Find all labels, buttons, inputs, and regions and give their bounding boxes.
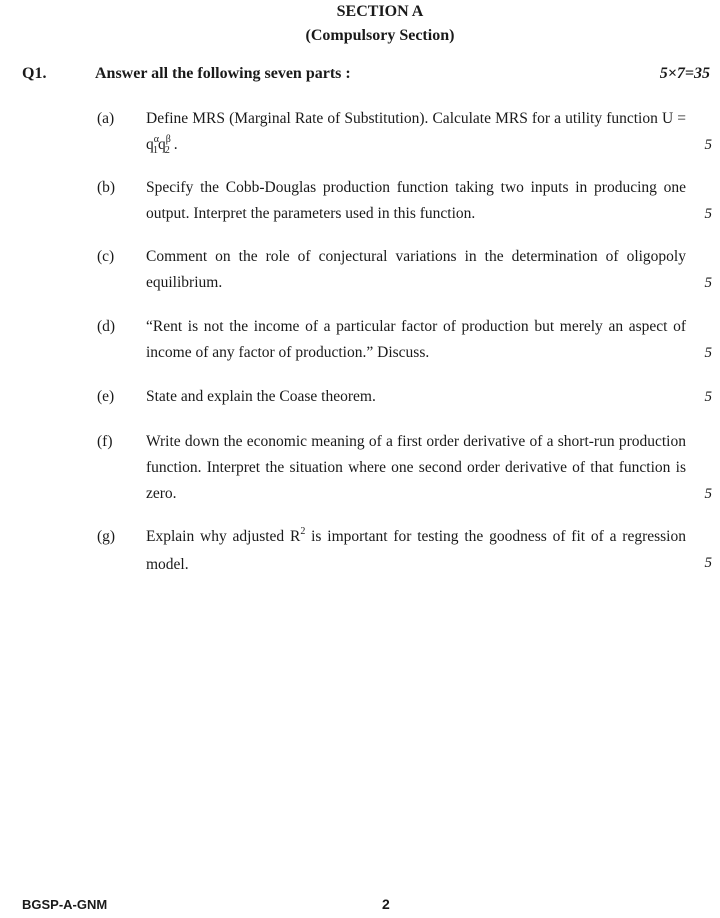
part-text: Comment on the role of conjectural variations in the determination of oligopoly equilibrium.: [146, 248, 686, 291]
part-text-before: Define MRS (Marginal Rate of Substitution). Calculate MRS for a utility function U =: [146, 110, 686, 127]
part-label: (a): [97, 110, 115, 127]
part-label: (g): [97, 528, 116, 545]
page-number: 2: [382, 896, 390, 912]
part-marks: 5: [704, 137, 712, 153]
part-text: “Rent is not the income of a particular factor of production but merely an aspect of income of any factor of production.” Discuss.: [146, 318, 686, 361]
part-text-after: is important for testing the goodness of fit of a regression model.: [146, 528, 686, 573]
part-marks: 5: [704, 275, 712, 291]
part-text-before: Explain why adjusted R: [146, 528, 301, 545]
part-text: Specify the Cobb-Douglas production function taking two inputs in producing one output. Interpret the parameters used in this function.: [146, 179, 686, 222]
part-marks: 5: [704, 206, 712, 222]
part-marks: 5: [704, 555, 712, 571]
alpha-sup: α: [153, 134, 159, 145]
part-text: Write down the economic meaning of a first order derivative of a short-run production function. Interpret the situation where one second order derivative of that function is zero.: [146, 433, 686, 502]
sub-2: 2: [164, 145, 170, 156]
part-label: (d): [97, 318, 116, 335]
part-text: State and explain the Coase theorem.: [146, 388, 376, 405]
part-marks: 5: [704, 389, 712, 405]
part-text: [146, 524, 686, 578]
question-number: Q1.: [22, 65, 47, 82]
question-marks: 5×7=35: [659, 65, 710, 82]
utility-formula: [146, 134, 171, 156]
part-marks: 5: [704, 486, 712, 502]
section-subtitle: (Compulsory Section): [305, 27, 455, 44]
part-label: (f): [97, 433, 113, 450]
section-title: SECTION A: [336, 3, 424, 20]
part-text-after: .: [169, 136, 178, 153]
question-instruction: Answer all the following seven parts :: [95, 65, 351, 82]
q-symbol: q: [146, 136, 154, 153]
q-symbol: q: [158, 136, 166, 153]
paper-code: BGSP-A-GNM: [22, 897, 108, 912]
part-text: [146, 106, 686, 160]
r-squared-sup: 2: [300, 526, 306, 537]
beta-sup: β: [165, 134, 171, 145]
part-label: (b): [97, 179, 116, 196]
part-label: (c): [97, 248, 115, 265]
part-label: (e): [97, 388, 115, 405]
part-marks: 5: [704, 345, 712, 361]
sub-1: 1: [153, 145, 158, 156]
